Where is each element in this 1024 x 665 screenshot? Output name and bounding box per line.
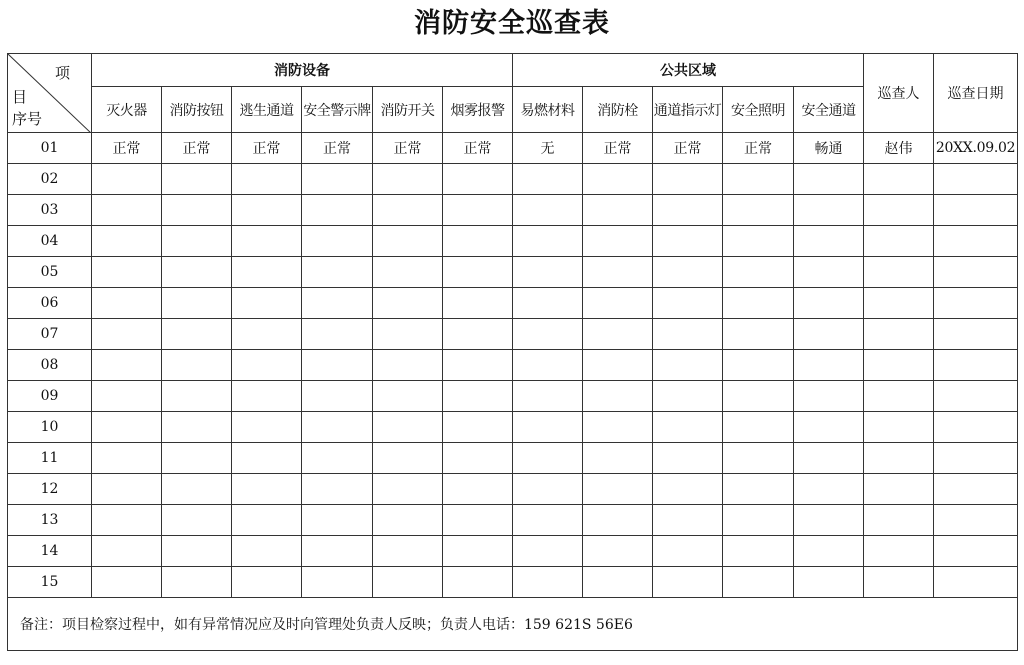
table-cell[interactable]	[232, 536, 302, 567]
table-cell[interactable]: 正常	[723, 133, 794, 164]
column-header: 烟雾报警	[443, 87, 513, 133]
table-row	[8, 226, 1018, 257]
table-cell[interactable]	[373, 567, 443, 598]
row-number: 10	[8, 412, 92, 443]
table-cell[interactable]	[162, 288, 232, 319]
table-cell[interactable]	[583, 412, 653, 443]
table-row	[8, 443, 1018, 474]
table-cell[interactable]	[92, 164, 162, 195]
date-cell[interactable]	[934, 474, 1018, 505]
row-number: 03	[8, 195, 92, 226]
inspector-cell[interactable]	[864, 350, 934, 381]
table-cell[interactable]	[443, 474, 513, 505]
table-cell[interactable]	[723, 226, 794, 257]
group-header-fire-equipment: 消防设备	[92, 54, 513, 87]
table-cell[interactable]	[373, 536, 443, 567]
date-cell[interactable]	[934, 164, 1018, 195]
table-cell[interactable]: 正常	[443, 133, 513, 164]
table-cell[interactable]	[583, 443, 653, 474]
table-cell[interactable]	[162, 536, 232, 567]
table-cell[interactable]	[302, 567, 373, 598]
table-cell[interactable]	[373, 319, 443, 350]
date-cell[interactable]: 20XX.09.02	[934, 133, 1018, 164]
inspection-table	[7, 53, 1018, 651]
row-number: 15	[8, 567, 92, 598]
table-cell[interactable]	[794, 381, 864, 412]
table-row	[8, 381, 1018, 412]
row-number: 07	[8, 319, 92, 350]
table-cell[interactable]	[443, 319, 513, 350]
row-number: 01	[8, 133, 92, 164]
table-cell[interactable]	[794, 288, 864, 319]
date-cell[interactable]	[934, 195, 1018, 226]
table-cell[interactable]	[302, 226, 373, 257]
row-number: 14	[8, 536, 92, 567]
table-cell[interactable]	[162, 567, 232, 598]
table-cell[interactable]	[723, 412, 794, 443]
table-cell[interactable]	[723, 288, 794, 319]
table-cell[interactable]	[653, 443, 723, 474]
table-cell[interactable]	[162, 412, 232, 443]
table-cell[interactable]	[583, 474, 653, 505]
footer-note: 备注：项目检察过程中，如有异常情况应及时向管理处负责人反映；负责人电话：159 621S 56E6	[8, 598, 1018, 651]
column-header: 灭火器	[92, 87, 162, 133]
table-cell[interactable]	[232, 412, 302, 443]
table-cell[interactable]	[794, 567, 864, 598]
table-cell[interactable]	[232, 195, 302, 226]
table-cell[interactable]	[794, 412, 864, 443]
row-number: 06	[8, 288, 92, 319]
table-cell[interactable]	[443, 381, 513, 412]
table-cell[interactable]	[583, 226, 653, 257]
table-cell[interactable]	[443, 226, 513, 257]
table-cell[interactable]	[162, 195, 232, 226]
table-cell[interactable]	[302, 412, 373, 443]
date-cell[interactable]	[934, 443, 1018, 474]
date-header: 巡查日期	[934, 54, 1018, 133]
table-cell[interactable]: 正常	[653, 133, 723, 164]
table-cell[interactable]	[162, 164, 232, 195]
table-cell[interactable]	[513, 257, 583, 288]
page-title: 消防安全巡查表	[414, 8, 610, 39]
table-cell[interactable]	[92, 474, 162, 505]
table-cell[interactable]	[513, 474, 583, 505]
table-cell[interactable]	[302, 257, 373, 288]
table-cell[interactable]	[92, 319, 162, 350]
date-cell[interactable]	[934, 567, 1018, 598]
table-cell[interactable]	[794, 319, 864, 350]
table-cell[interactable]	[723, 474, 794, 505]
table-cell[interactable]	[373, 505, 443, 536]
table-cell[interactable]	[653, 412, 723, 443]
table-cell[interactable]	[373, 350, 443, 381]
table-cell[interactable]	[513, 350, 583, 381]
inspector-cell[interactable]: 赵伟	[864, 133, 934, 164]
table-cell[interactable]	[513, 505, 583, 536]
table-cell[interactable]	[162, 350, 232, 381]
table-cell[interactable]	[373, 474, 443, 505]
row-number: 02	[8, 164, 92, 195]
inspector-cell[interactable]	[864, 257, 934, 288]
table-cell[interactable]	[373, 288, 443, 319]
table-row	[8, 257, 1018, 288]
table-row	[8, 195, 1018, 226]
table-cell[interactable]	[232, 505, 302, 536]
table-cell[interactable]	[373, 443, 443, 474]
row-number: 08	[8, 350, 92, 381]
column-header: 消防开关	[373, 87, 443, 133]
table-cell[interactable]	[302, 381, 373, 412]
table-cell[interactable]	[373, 226, 443, 257]
inspector-cell[interactable]	[864, 567, 934, 598]
table-cell[interactable]	[92, 505, 162, 536]
table-cell[interactable]: 正常	[92, 133, 162, 164]
inspector-cell[interactable]	[864, 226, 934, 257]
date-cell[interactable]	[934, 257, 1018, 288]
table-cell[interactable]	[513, 195, 583, 226]
table-cell[interactable]	[794, 226, 864, 257]
table-cell[interactable]	[653, 381, 723, 412]
table-cell[interactable]	[513, 226, 583, 257]
table-cell[interactable]	[653, 319, 723, 350]
table-cell[interactable]	[162, 319, 232, 350]
table-cell[interactable]	[92, 350, 162, 381]
table-cell[interactable]	[92, 195, 162, 226]
table-cell[interactable]	[373, 195, 443, 226]
table-cell[interactable]	[232, 164, 302, 195]
table-cell[interactable]	[232, 257, 302, 288]
inspector-cell[interactable]	[864, 164, 934, 195]
table-cell[interactable]	[794, 474, 864, 505]
table-cell[interactable]	[302, 350, 373, 381]
table-row	[8, 474, 1018, 505]
table-cell[interactable]	[232, 474, 302, 505]
column-header: 安全通道	[794, 87, 864, 133]
table-cell[interactable]	[443, 412, 513, 443]
corner-item-label: 项	[55, 64, 71, 82]
table-cell[interactable]	[302, 164, 373, 195]
table-row	[8, 505, 1018, 536]
row-number: 13	[8, 505, 92, 536]
table-cell[interactable]	[162, 505, 232, 536]
table-cell[interactable]	[162, 381, 232, 412]
table-cell[interactable]	[302, 443, 373, 474]
table-cell[interactable]	[373, 164, 443, 195]
table-cell[interactable]	[653, 226, 723, 257]
table-cell[interactable]	[232, 288, 302, 319]
column-header: 安全警示牌	[302, 87, 373, 133]
table-cell[interactable]	[653, 164, 723, 195]
table-cell[interactable]	[513, 164, 583, 195]
table-cell[interactable]	[583, 350, 653, 381]
table-cell[interactable]	[513, 443, 583, 474]
table-cell[interactable]	[232, 381, 302, 412]
corner-item-label-2: 目	[12, 88, 28, 106]
table-cell[interactable]	[92, 257, 162, 288]
table-cell[interactable]	[653, 567, 723, 598]
corner-header-cell	[8, 54, 92, 133]
table-cell[interactable]	[583, 567, 653, 598]
table-cell[interactable]	[583, 257, 653, 288]
table-cell[interactable]	[443, 288, 513, 319]
inspector-cell[interactable]	[864, 195, 934, 226]
column-header: 逃生通道	[232, 87, 302, 133]
inspector-cell[interactable]	[864, 443, 934, 474]
table-cell[interactable]	[653, 195, 723, 226]
inspector-cell[interactable]	[864, 505, 934, 536]
table-cell[interactable]	[92, 412, 162, 443]
table-cell[interactable]	[583, 164, 653, 195]
table-cell[interactable]	[302, 474, 373, 505]
table-cell[interactable]	[443, 505, 513, 536]
inspector-cell[interactable]	[864, 319, 934, 350]
table-cell[interactable]	[232, 567, 302, 598]
table-cell[interactable]: 正常	[373, 133, 443, 164]
table-row	[8, 288, 1018, 319]
row-number: 05	[8, 257, 92, 288]
table-cell[interactable]	[92, 288, 162, 319]
table-cell[interactable]	[653, 288, 723, 319]
table-cell[interactable]	[513, 536, 583, 567]
table-row	[8, 536, 1018, 567]
table-cell[interactable]	[794, 350, 864, 381]
table-cell[interactable]	[162, 474, 232, 505]
table-cell[interactable]	[92, 443, 162, 474]
table-cell[interactable]	[302, 195, 373, 226]
table-cell[interactable]	[373, 412, 443, 443]
table-cell[interactable]	[723, 567, 794, 598]
table-cell[interactable]	[232, 443, 302, 474]
corner-seq-label: 序号	[12, 110, 43, 128]
table-cell[interactable]	[443, 257, 513, 288]
table-cell[interactable]	[583, 288, 653, 319]
table-row	[8, 350, 1018, 381]
table-cell[interactable]	[513, 288, 583, 319]
row-number: 11	[8, 443, 92, 474]
inspector-cell[interactable]	[864, 412, 934, 443]
table-cell[interactable]	[92, 567, 162, 598]
table-cell[interactable]	[653, 536, 723, 567]
table-cell[interactable]	[443, 164, 513, 195]
table-cell[interactable]	[513, 381, 583, 412]
table-cell[interactable]	[443, 567, 513, 598]
table-cell[interactable]	[794, 505, 864, 536]
table-cell[interactable]	[92, 226, 162, 257]
table-cell[interactable]	[92, 536, 162, 567]
table-cell[interactable]	[162, 443, 232, 474]
table-cell[interactable]	[162, 226, 232, 257]
table-cell[interactable]	[583, 505, 653, 536]
table-cell[interactable]	[443, 443, 513, 474]
table-row	[8, 164, 1018, 195]
table-cell[interactable]	[513, 567, 583, 598]
date-cell[interactable]	[934, 350, 1018, 381]
table-cell[interactable]	[443, 536, 513, 567]
table-cell[interactable]: 畅通	[794, 133, 864, 164]
table-cell[interactable]	[653, 474, 723, 505]
table-cell[interactable]: 正常	[232, 133, 302, 164]
table-cell[interactable]	[162, 257, 232, 288]
table-cell[interactable]	[583, 319, 653, 350]
table-row	[8, 412, 1018, 443]
row-number: 04	[8, 226, 92, 257]
inspector-cell[interactable]	[864, 288, 934, 319]
table-cell[interactable]	[373, 381, 443, 412]
table-cell[interactable]	[794, 195, 864, 226]
group-header-public-area: 公共区域	[513, 54, 864, 87]
row-number: 09	[8, 381, 92, 412]
date-cell[interactable]	[934, 319, 1018, 350]
table-cell[interactable]	[513, 319, 583, 350]
table-cell[interactable]: 无	[513, 133, 583, 164]
table-row	[8, 133, 1018, 164]
column-header: 通道指示灯	[653, 87, 723, 133]
table-cell[interactable]: 正常	[302, 133, 373, 164]
table-cell[interactable]	[583, 195, 653, 226]
table-cell[interactable]	[302, 319, 373, 350]
table-cell[interactable]	[723, 536, 794, 567]
table-cell[interactable]	[723, 505, 794, 536]
column-header: 易燃材料	[513, 87, 583, 133]
table-cell[interactable]	[232, 350, 302, 381]
table-cell[interactable]	[723, 164, 794, 195]
table-cell[interactable]	[723, 381, 794, 412]
table-cell[interactable]	[653, 350, 723, 381]
column-header: 消防栓	[583, 87, 653, 133]
table-cell[interactable]	[443, 350, 513, 381]
table-row	[8, 319, 1018, 350]
column-header: 安全照明	[723, 87, 794, 133]
row-number: 12	[8, 474, 92, 505]
table-cell[interactable]	[794, 443, 864, 474]
date-cell[interactable]	[934, 288, 1018, 319]
date-cell[interactable]	[934, 536, 1018, 567]
table-cell[interactable]	[723, 195, 794, 226]
table-cell[interactable]	[653, 505, 723, 536]
table-cell[interactable]	[373, 257, 443, 288]
table-cell[interactable]	[653, 257, 723, 288]
date-cell[interactable]	[934, 226, 1018, 257]
inspector-cell[interactable]	[864, 536, 934, 567]
table-cell[interactable]	[583, 381, 653, 412]
table-cell[interactable]	[232, 319, 302, 350]
table-cell[interactable]	[302, 505, 373, 536]
column-header: 消防按钮	[162, 87, 232, 133]
date-cell[interactable]	[934, 505, 1018, 536]
table-cell[interactable]	[723, 319, 794, 350]
table-cell[interactable]	[583, 536, 653, 567]
table-cell[interactable]	[794, 164, 864, 195]
table-cell[interactable]	[794, 536, 864, 567]
table-cell[interactable]	[302, 536, 373, 567]
table-cell[interactable]: 正常	[583, 133, 653, 164]
date-cell[interactable]	[934, 412, 1018, 443]
table-cell[interactable]	[92, 381, 162, 412]
table-cell[interactable]	[723, 350, 794, 381]
table-cell[interactable]	[232, 226, 302, 257]
table-cell[interactable]	[723, 443, 794, 474]
inspector-cell[interactable]	[864, 474, 934, 505]
date-cell[interactable]	[934, 381, 1018, 412]
table-row	[8, 567, 1018, 598]
table-cell[interactable]	[723, 257, 794, 288]
inspector-header: 巡查人	[864, 54, 934, 133]
table-cell[interactable]	[794, 257, 864, 288]
table-cell[interactable]	[513, 412, 583, 443]
table-cell[interactable]	[302, 288, 373, 319]
table-cell[interactable]	[443, 195, 513, 226]
inspector-cell[interactable]	[864, 381, 934, 412]
table-cell[interactable]: 正常	[162, 133, 232, 164]
